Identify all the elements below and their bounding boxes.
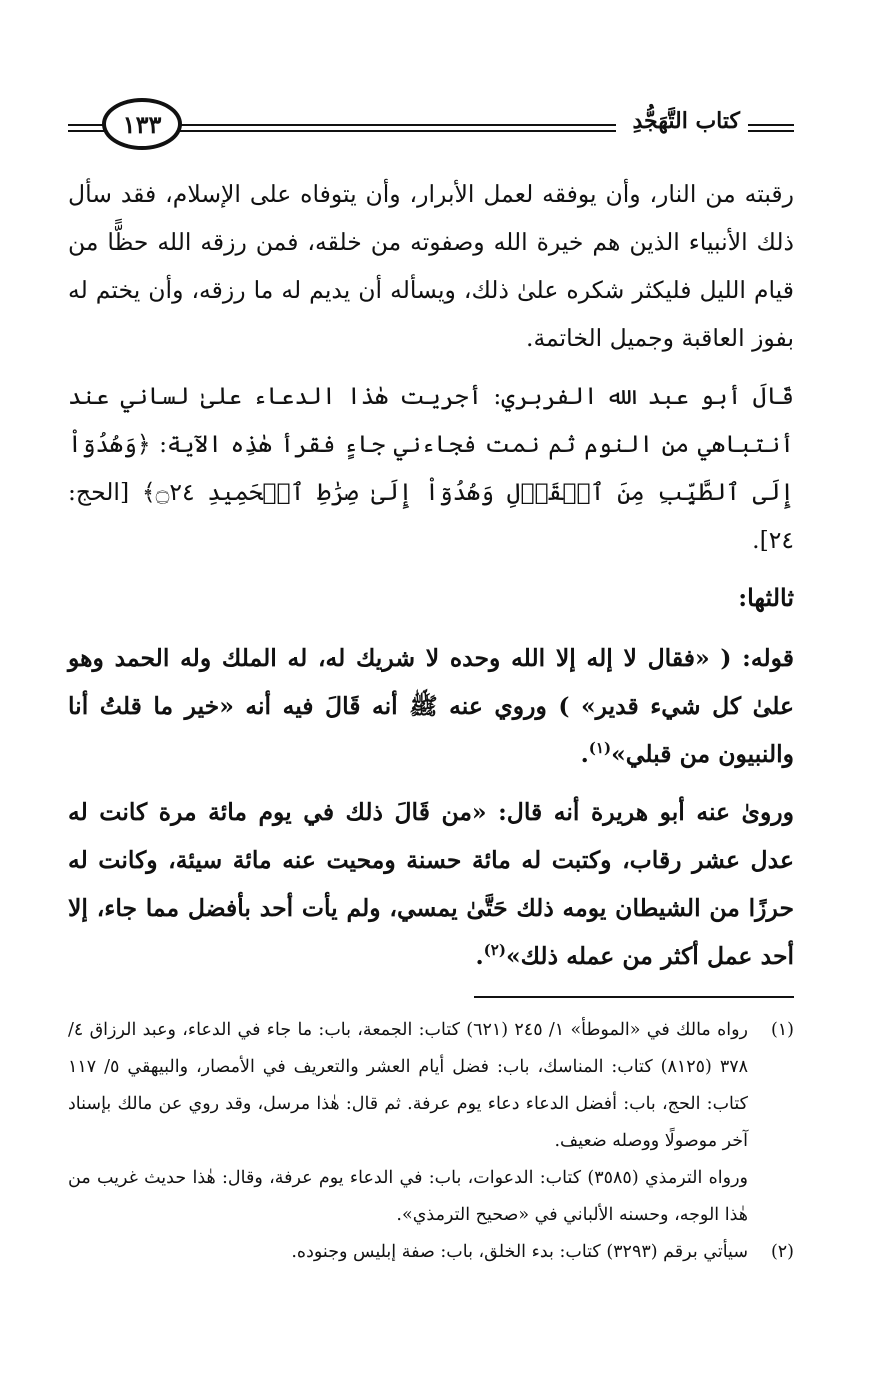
header-rule — [748, 130, 794, 132]
footnote-item — [68, 1160, 794, 1234]
paragraph-3-text: قوله: ( «فقال لا إله إلا الله وحده لا شريك له، له الملك وله الحمد وهو علىٰ كل شيء قدير» ) وروي عنه ﷺ أنه قَالَ فيه أنه «خير ما قلتُ أنا والنبيون من قبلي» — [68, 644, 794, 768]
footnote-ref-1: (١) — [588, 739, 612, 758]
footnotes — [68, 1012, 794, 1271]
paragraph-1: رقبته من النار، وأن يوفقه لعمل الأبرار، وأن يتوفاه على الإسلام، فقد سأل ذلك الأنبياء الذين هم خيرة الله وصفوته من خلقه، فمن رزقه الله حظًّا من قيام الليل فليكثر شكره علىٰ ذلك، ويسأله أن يديم له ما رزقه، وأن يختم له بفوز العاقبة وجميل الخاتمة. — [68, 180, 794, 352]
main-text — [68, 170, 794, 980]
header-rule — [68, 130, 104, 132]
footnote-text: ورواه الترمذي (٣٥٨٥) كتاب: الدعوات، باب: في الدعاء يوم عرفة، وقال: هٰذا حديث غريب من هٰذا الوجه، وحسنه الألباني في «صحيح الترمذي». — [68, 1167, 748, 1225]
footnote-text: رواه مالك في «الموطأ» ١/ ٢٤٥ (٦٢١) كتاب: الجمعة، باب: ما جاء في الدعاء، وعبد الرزاق ٤/ ٣٧٨ (٨١٢٥) كتاب: المناسك، باب: فضل أيام العشر والتعريف في الأمصار، والبيهقي ٥/ ١١٧ كتاب: الحج، باب: أفضل الدعاء دعاء يوم عرفة. ثم قال: هٰذا مرسل، وقد روي عن مالك بإسناد آخر موصولًا ووصله ضعيف. — [68, 1019, 749, 1151]
header-rule — [68, 124, 104, 126]
paragraph-4 — [68, 788, 794, 980]
running-title: كتاب التَّهَجُّدِ — [632, 108, 740, 134]
paragraph-4-end: . — [475, 942, 484, 970]
paragraph-2: قَالَ أبو عبد الله الفربري: أجريت هٰذا الدعاء علىٰ لساني عند أنتباهي من النوم ثم نمت فجاءني جاءٍ فقرأ هٰذِه الآية: ﴿وَهُدُوٓاْ إِلَى ٱلطَّيِّبِ مِنَ ٱلۡقَوۡلِ وَهُدُوٓاْ إِلَىٰ صِرَٰطِ ٱلۡحَمِيدِ ۝٢٤﴾ [الحج: ٢٤]. — [68, 382, 794, 554]
paragraph-3 — [68, 634, 794, 778]
footnote-ref-2: (٢) — [483, 941, 506, 960]
footnote-item — [68, 1234, 794, 1271]
section-heading: ثالثها: — [738, 583, 794, 612]
footnote-number: (١) — [770, 1019, 794, 1040]
page-number-badge — [102, 98, 182, 150]
footnote-separator — [474, 996, 794, 998]
paragraph-4-text: وروىٰ عنه أبو هريرة أنه قال: «من قَالَ ذلك في يوم مائة مرة كانت له عدل عشر رقاب، وكتبت له مائة حسنة ومحيت عنه مائة سيئة، وكانت له حرزًا من الشيطان يومه ذلك حَتَّىٰ يمسي، ولم يأت أحد بأفضل مما جاء، إلا أحد عمل أكثر من عمله ذلك» — [68, 798, 794, 970]
book-page — [68, 78, 794, 1318]
header-rule — [180, 130, 616, 132]
footnote-text: سيأتي برقم (٣٢٩٣) كتاب: بدء الخلق، باب: صفة إبليس وجنوده. — [291, 1241, 748, 1262]
paragraph-3-end: . — [580, 740, 589, 768]
footnote-item — [68, 1012, 794, 1160]
footnote-number — [748, 1160, 794, 1234]
page-header — [68, 78, 794, 170]
header-rule — [748, 124, 794, 126]
page-number: ١٣٣ — [122, 109, 162, 139]
footnote-number: (٢) — [770, 1241, 794, 1262]
header-rule — [180, 124, 616, 126]
